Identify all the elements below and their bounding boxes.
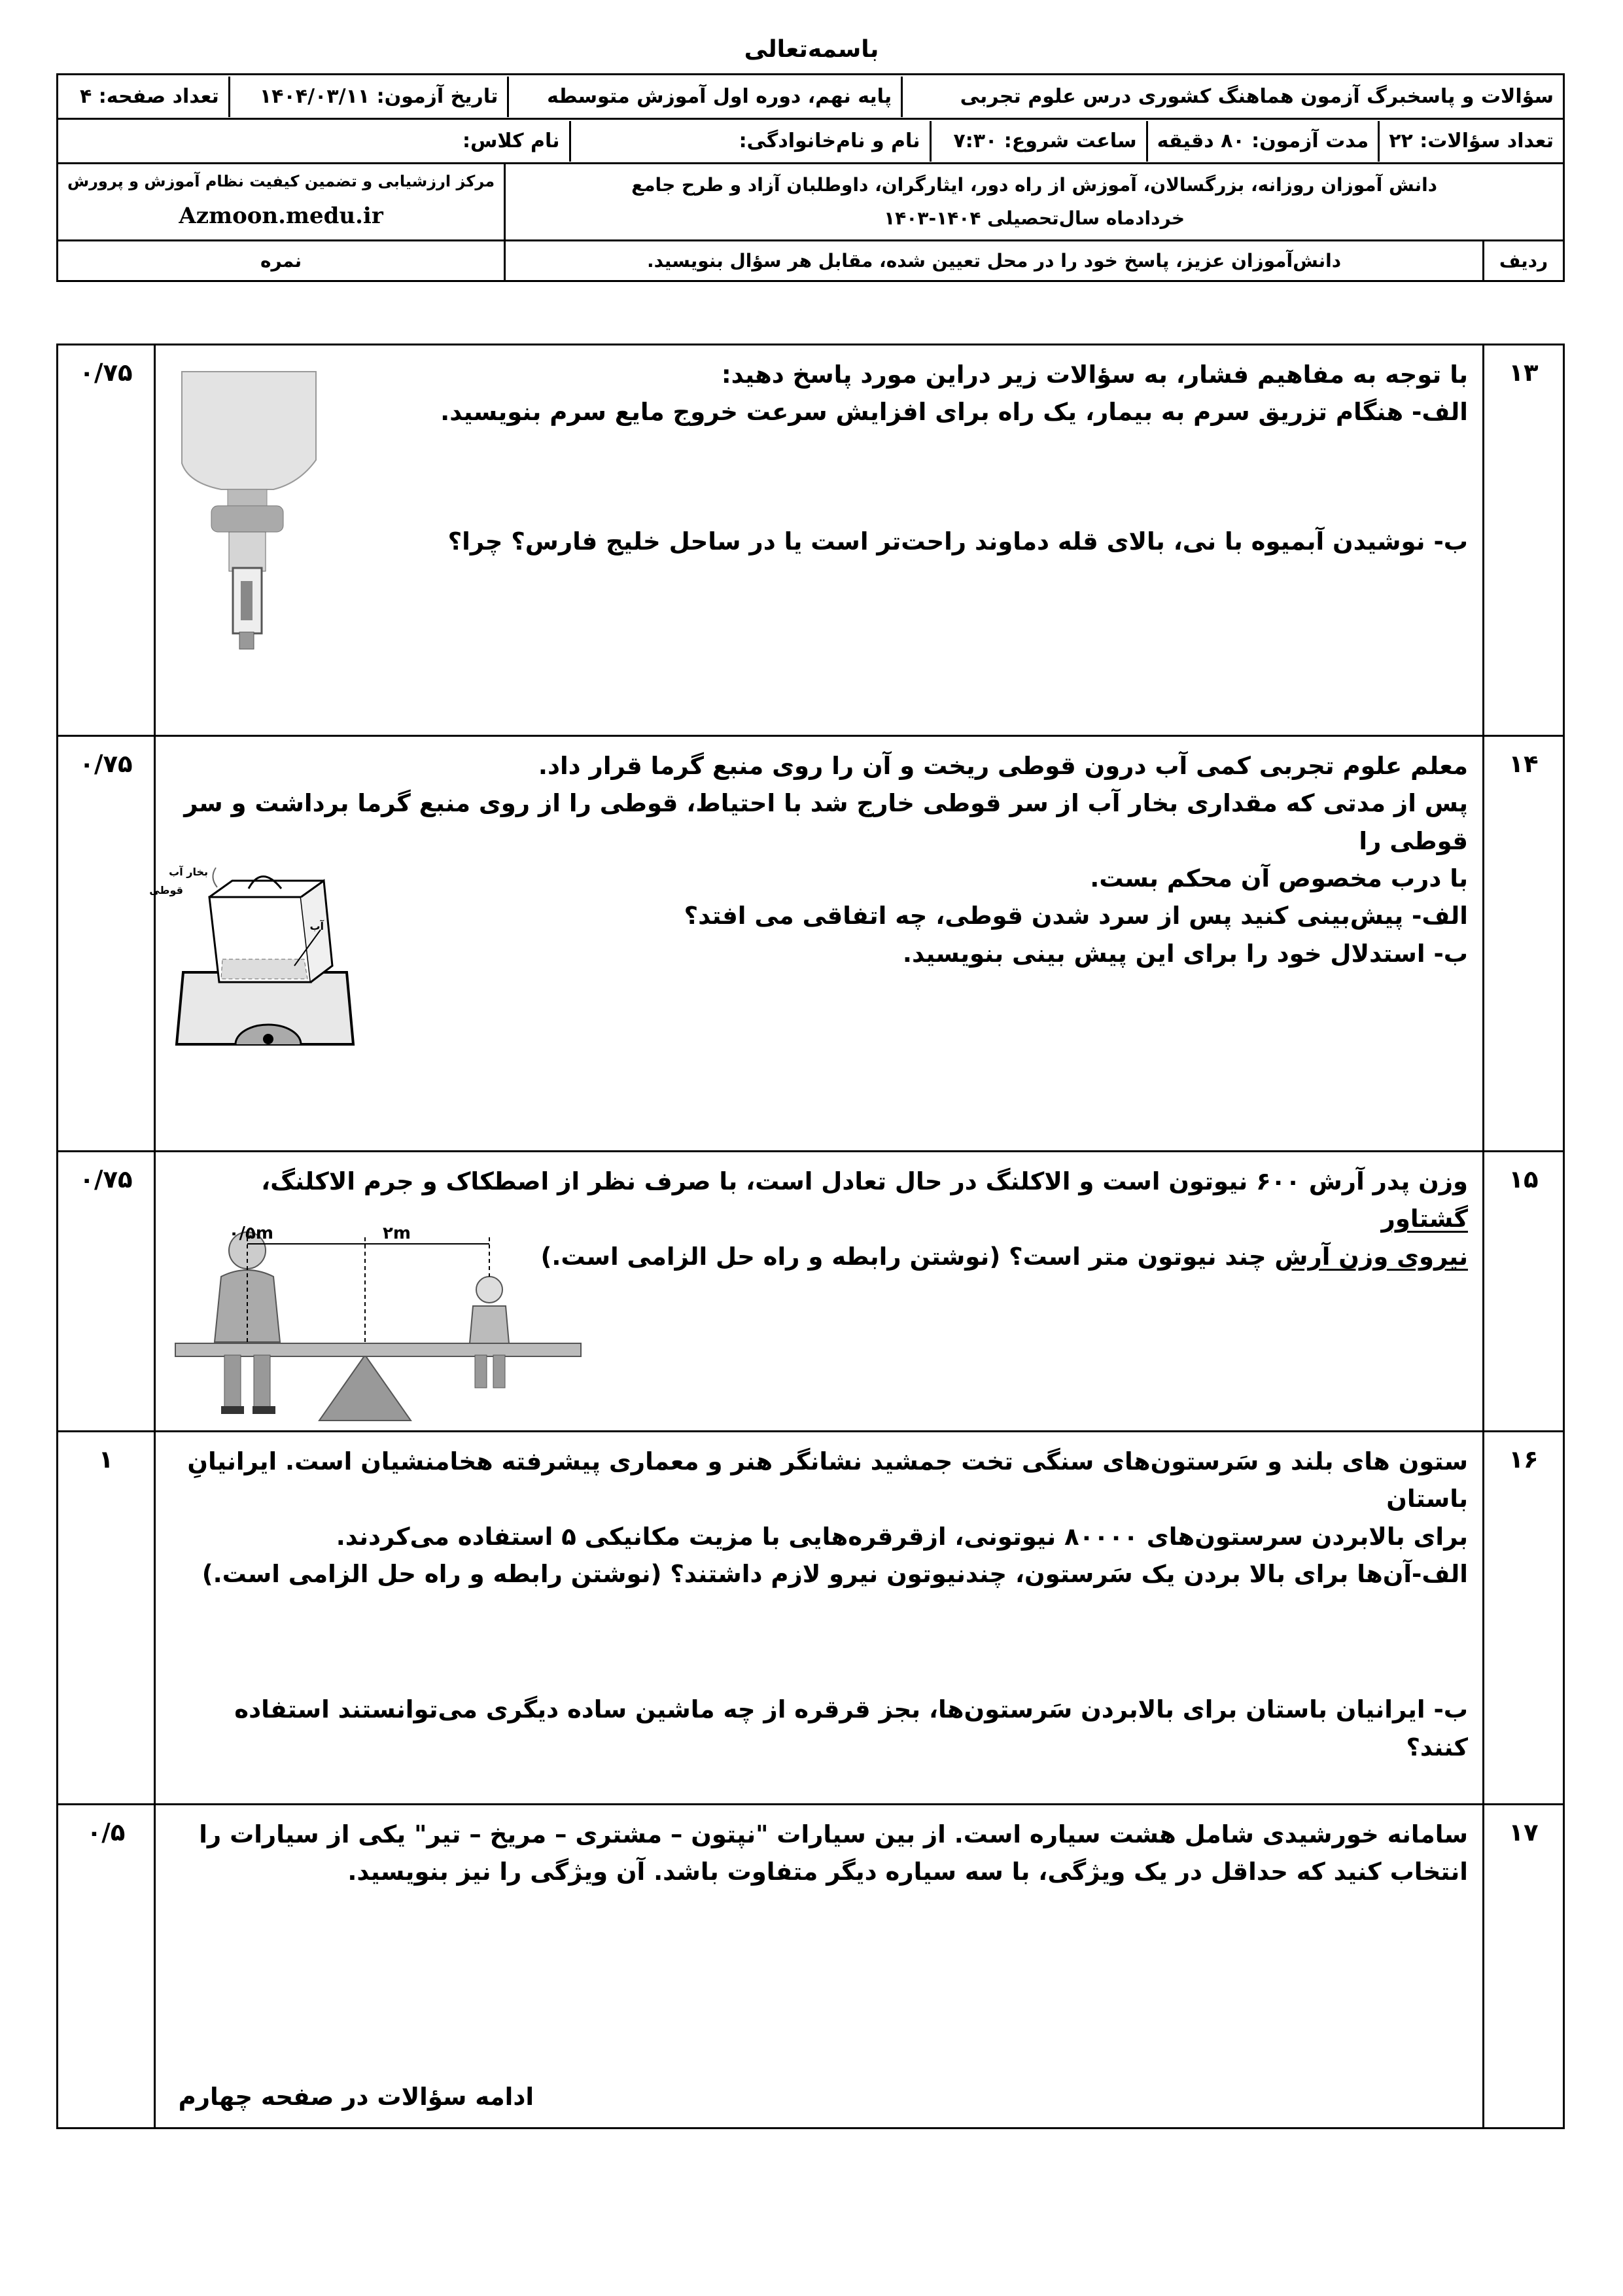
question-text: سامانه خورشیدی شامل هشت سیاره است. از بین سیارات "نپتون – مشتری – مریخ – تیر" یکی از سیارات را bbox=[199, 1820, 1468, 1848]
iv-bag-image bbox=[169, 372, 326, 653]
can-label: قوطی bbox=[149, 884, 183, 896]
seesaw-image bbox=[175, 1224, 594, 1424]
question-part-b: ب- استدلال خود را برای این پیش بینی بنویسید. bbox=[902, 939, 1468, 968]
underlined-term: گشتاور bbox=[1381, 1205, 1468, 1233]
question-text: با توجه به مفاهیم فشار، به سؤالات زیر دراین مورد پاسخ دهید: bbox=[721, 361, 1468, 389]
exam-grade: پایه نهم، دوره اول آموزش متوسطه bbox=[508, 77, 902, 117]
question-text: چند نیوتون متر است؟ (نوشتن رابطه و راه حل الزامی است.) bbox=[540, 1242, 1266, 1271]
question-row bbox=[58, 736, 1564, 1152]
question-score: ۰/۷۵ bbox=[58, 1152, 155, 1432]
heated-can-image bbox=[149, 866, 360, 1057]
page-title: باسمه‌تعالی bbox=[744, 36, 879, 63]
distance-label-father: ۰/۵m bbox=[228, 1224, 273, 1243]
question-row bbox=[58, 1152, 1564, 1432]
question-score: ۰/۷۵ bbox=[58, 736, 155, 1152]
continuation-note: ادامه سؤالات در صفحه چهارم bbox=[178, 2082, 534, 2111]
question-count: تعداد سؤالات: ۲۲ bbox=[1379, 121, 1563, 162]
question-text: برای بالابردن سرستون‌های ۸۰۰۰۰ نیوتونی، ازقرقره‌هایی با مزیت مکانیکی ۵ استفاده می‌کردند. bbox=[336, 1522, 1468, 1551]
exam-header bbox=[56, 73, 1565, 282]
question-row bbox=[58, 345, 1564, 736]
question-number: ۱۷ bbox=[1484, 1805, 1564, 2128]
exam-date: تاریخ آزمون: ۱۴۰۴/۰۳/۱۱ bbox=[229, 77, 508, 117]
exam-audience: دانش آموزان روزانه، بزرگسالان، آموزش از راه دور، ایثارگران، داوطلبان آزاد و طرح جامع bbox=[631, 174, 1438, 196]
organization-name: مرکز ارزشیابی و تضمین کیفیت نظام آموزش و پرورش bbox=[67, 172, 495, 191]
question-number: ۱۴ bbox=[1484, 736, 1564, 1152]
water-label: آب bbox=[309, 920, 324, 932]
question-score: ۰/۵ bbox=[58, 1805, 155, 2128]
question-number: ۱۵ bbox=[1484, 1152, 1564, 1432]
website-link[interactable]: Azmoon.medu.ir bbox=[179, 202, 383, 229]
academic-term: خردادماه سال‌تحصیلی ۱۴۰۴-۱۴۰۳ bbox=[884, 207, 1185, 229]
question-part-a: الف-آن‌ها برای بالا بردن یک سَرستون، چندنیوتون نیرو لازم داشتند؟ (نوشتن رابطه و راه حل الزامی است.) bbox=[201, 1560, 1468, 1589]
question-text: با درب مخصوص آن محکم بست. bbox=[1090, 864, 1468, 893]
question-row bbox=[58, 1805, 1564, 2128]
question-text: معلم علوم تجربی کمی آب درون قوطی ریخت و آن را روی منبع گرما قرار داد. bbox=[538, 752, 1468, 780]
question-score: ۰/۷۵ bbox=[58, 345, 155, 736]
question-part-b: ب- ایرانیان باستان برای بالابردن سَرستون‌ها، بجز قرقره از چه ماشین ساده دیگری می‌توانستند استفاده کنند؟ bbox=[234, 1695, 1468, 1761]
question-score: ۱ bbox=[58, 1432, 155, 1805]
student-name-field[interactable]: نام و نام‌خانوادگی: bbox=[570, 121, 930, 162]
question-part-b: ب- نوشیدن آبمیوه با نی، بالای قله دماوند راحت‌تر است یا در ساحل خلیج فارس؟ چرا؟ bbox=[447, 527, 1468, 556]
question-text: پس از مدتی که مقداری بخار آب از سر قوطی خارج شد با احتیاط، قوطی را از روی منبع گرما برداشت و سر قوطی را bbox=[184, 789, 1468, 855]
question-number: ۱۶ bbox=[1484, 1432, 1564, 1805]
questions-table bbox=[56, 344, 1565, 2129]
question-text: وزن پدر آرش ۶۰۰ نیوتون است و الاکلنگ در حال تعادل است، با صرف نظر از اصطکاک و جرم الاکلنگ، bbox=[261, 1167, 1468, 1195]
page-count: تعداد صفحه: ۴ bbox=[80, 85, 219, 108]
start-time: ساعت شروع: ۷:۳۰ bbox=[930, 121, 1147, 162]
underlined-term: نیروی وزن آرش bbox=[1274, 1242, 1468, 1271]
question-number: ۱۳ bbox=[1484, 345, 1564, 736]
instruction-text: دانش‌آموزان عزیز، پاسخ خود را در محل تعیین شده، مقابل هر سؤال بنویسید. bbox=[505, 241, 1484, 281]
question-part-a: الف- پیش‌بینی کنید پس از سرد شدن قوطی، چه اتفاقی می افتد؟ bbox=[684, 902, 1468, 930]
question-text: ستون های بلند و سَرستون‌های سنگی تخت جمشید نشانگر هنر و معماری پیشرفته هخامنشیان است. ایرانیانِ باستان bbox=[187, 1447, 1468, 1513]
question-row bbox=[58, 1432, 1564, 1805]
row-label: ردیف bbox=[1484, 241, 1564, 281]
question-text: انتخاب کنید که حداقل در یک ویژگی، با سه سیاره دیگر متفاوت باشد. آن ویژگی را نیز بنویسید. bbox=[347, 1858, 1468, 1886]
distance-label-arash: ۲m bbox=[383, 1224, 411, 1243]
exam-title: سؤالات و پاسخبرگ آزمون هماهنگ کشوری درس علوم تجربی bbox=[902, 77, 1563, 117]
class-name-field[interactable]: نام کلاس: bbox=[462, 130, 560, 152]
steam-label: بخار آب bbox=[169, 866, 208, 878]
question-part-a: الف- هنگام تزریق سرم به بیمار، یک راه برای افزایش سرعت خروج مایع سرم بنویسید. bbox=[440, 398, 1468, 427]
score-label: نمره bbox=[58, 241, 505, 281]
exam-duration: مدت آزمون: ۸۰ دقیقه bbox=[1147, 121, 1379, 162]
